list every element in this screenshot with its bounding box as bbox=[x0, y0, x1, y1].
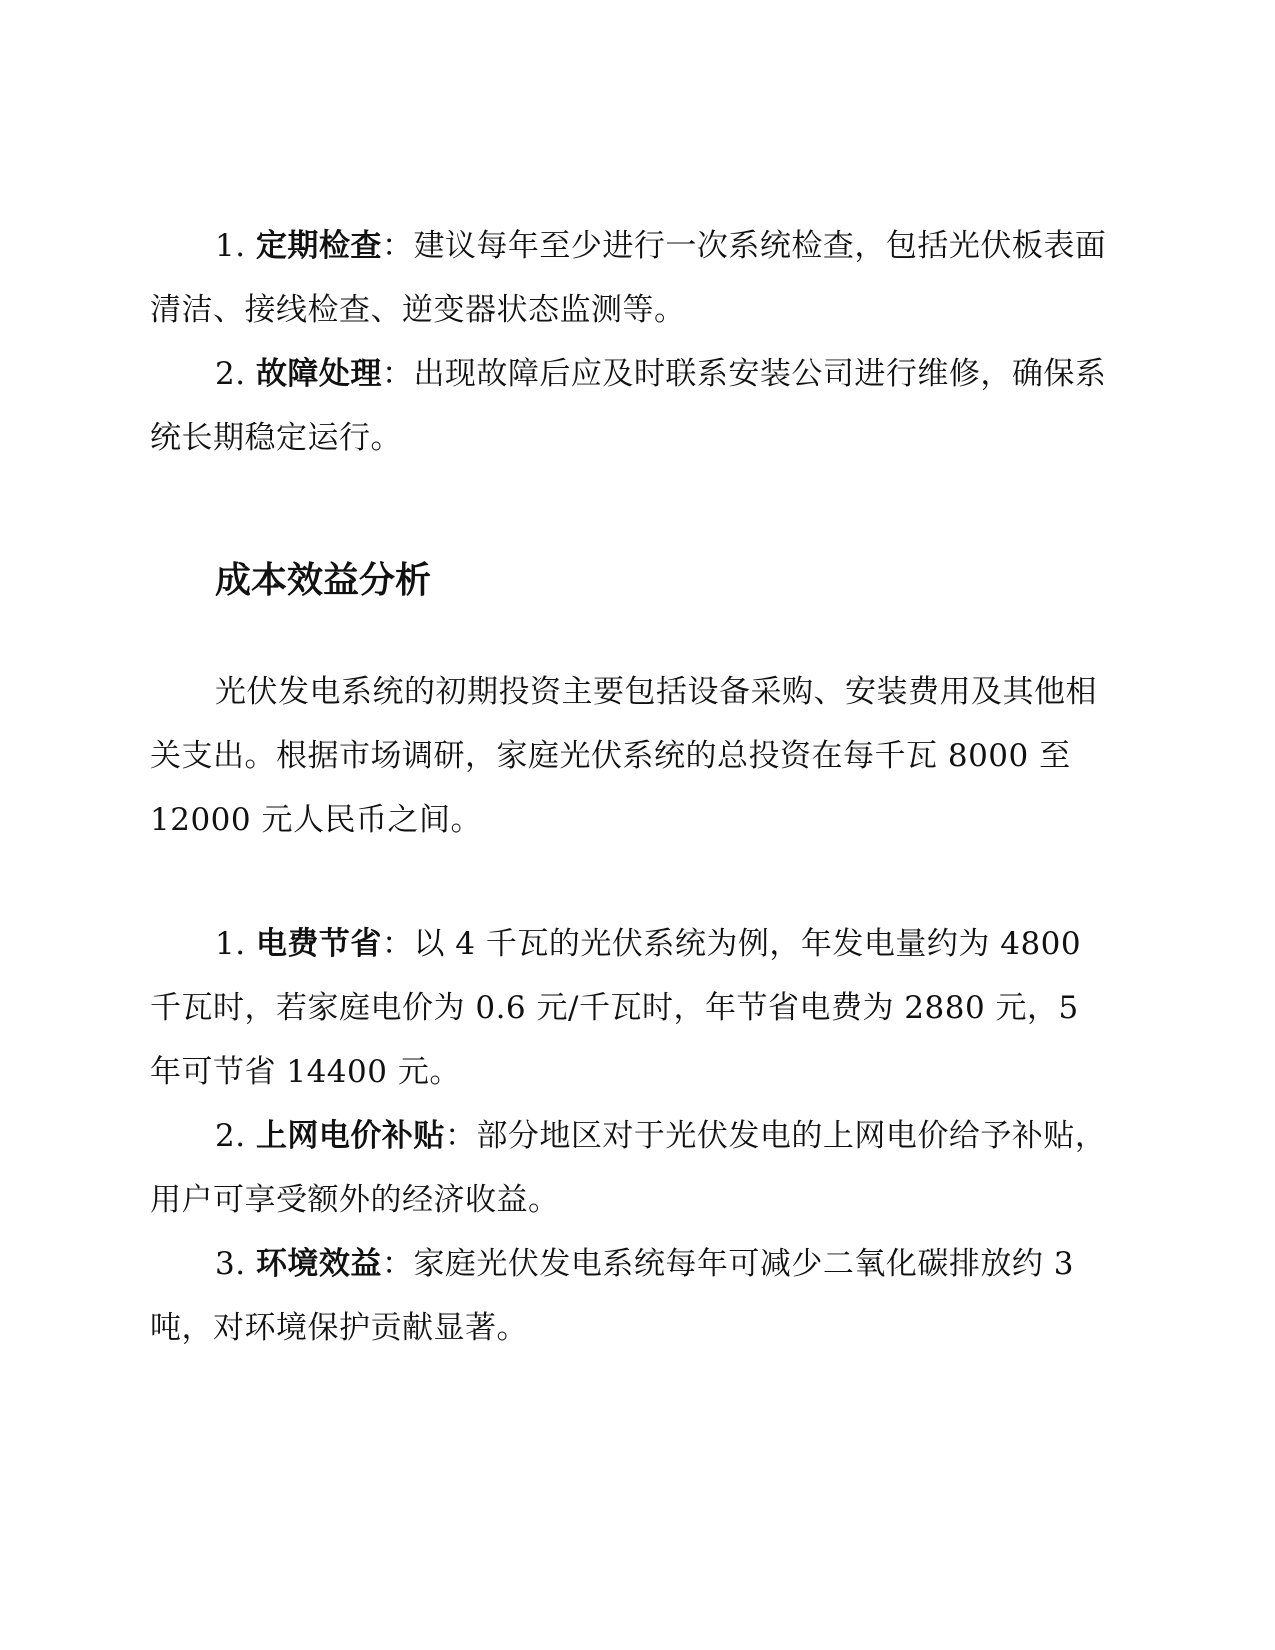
item-colon: ： bbox=[381, 926, 414, 962]
item-text: 家庭光伏发电系统每年可减少二氧化碳排放约 3 吨，对环境保护贡献显著。 bbox=[150, 1246, 1075, 1346]
intro-paragraph: 光伏发电系统的初期投资主要包括设备采购、安装费用及其他相关支出。根据市场调研，家庭光伏系统的总投资在每千瓦 8000 至 12000 元人民币之间。 bbox=[150, 674, 1097, 838]
item-colon: ： bbox=[381, 1246, 414, 1282]
item-text: 部分地区对于光伏发电的上网电价给予补贴，用户可享受额外的经济收益。 bbox=[150, 1118, 1107, 1218]
section-heading: 成本效益分析 bbox=[215, 560, 432, 601]
item-term: 上网电价补贴 bbox=[255, 1118, 445, 1154]
item-colon: ： bbox=[381, 228, 414, 264]
item-number: 2. bbox=[215, 1118, 246, 1154]
list-item bbox=[150, 1232, 1115, 1360]
list-item bbox=[150, 342, 1115, 470]
item-text: 出现故障后应及时联系安装公司进行维修，确保系统长期稳定运行。 bbox=[150, 356, 1107, 456]
item-number: 2. bbox=[215, 356, 246, 392]
item-number: 3. bbox=[215, 1246, 246, 1282]
item-text: 以 4 千瓦的光伏系统为例，年发电量约为 4800 千瓦时，若家庭电价为 0.6 元/千瓦时，年节省电费为 2880 元，5 年可节省 14400 元。 bbox=[150, 926, 1082, 1090]
item-term: 环境效益 bbox=[255, 1246, 382, 1282]
item-number: 1. bbox=[215, 228, 246, 264]
list-item bbox=[150, 1104, 1115, 1232]
item-term: 故障处理 bbox=[255, 356, 382, 392]
list-item bbox=[150, 912, 1115, 1104]
item-colon: ： bbox=[381, 356, 414, 392]
list-item bbox=[150, 214, 1115, 342]
item-term: 定期检查 bbox=[255, 228, 382, 264]
item-term: 电费节省 bbox=[255, 926, 382, 962]
item-text: 建议每年至少进行一次系统检查，包括光伏板表面清洁、接线检查、逆变器状态监测等。 bbox=[150, 228, 1107, 328]
item-colon: ： bbox=[444, 1118, 477, 1154]
item-number: 1. bbox=[215, 926, 246, 962]
